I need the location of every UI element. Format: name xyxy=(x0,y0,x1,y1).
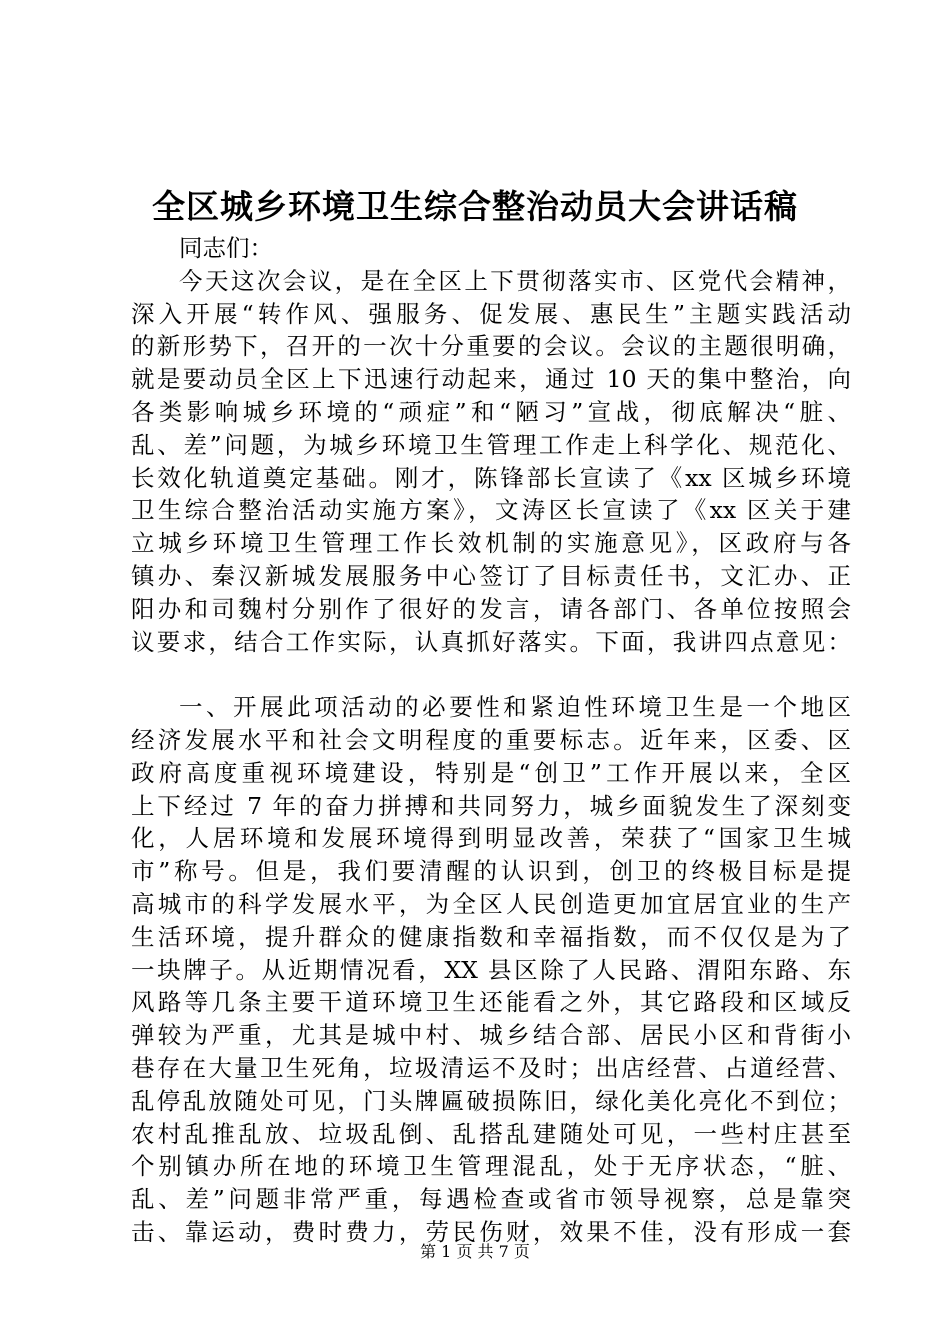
body-text-line: 上下经过 7 年的奋力拼搏和共同努力，城乡面貌发生了深刻变 xyxy=(131,791,851,820)
paragraph-gap xyxy=(131,658,851,691)
body-text-line: 深入开展“转作风、强服务、促发展、惠民生”主题实践活动 xyxy=(131,299,851,328)
body-text-line: 市”称号。但是，我们要清醒的认识到，创卫的终极目标是提 xyxy=(131,857,851,886)
document-title: 全区城乡环境卫生综合整治动员大会讲话稿 xyxy=(152,187,798,226)
body-text-line: 乱停乱放随处可见，门头牌匾破损陈旧，绿化美化亮化不到位； xyxy=(131,1086,851,1115)
body-text-line: 长效化轨道奠定基础。刚才，陈锋部长宣读了《xx 区城乡环境 xyxy=(131,463,851,492)
body-text-line: 击、靠运动，费时费力，劳民伤财，效果不佳，没有形成一套 xyxy=(131,1217,851,1246)
body-text-line: 一块牌子。从近期情况看，XX 县区除了人民路、渭阳东路、东 xyxy=(131,955,851,984)
body-text-line: 今天这次会议，是在全区上下贯彻落实市、区党代会精神， xyxy=(179,266,851,295)
body-text-line: 乱、差”问题，为城乡环境卫生管理工作走上科学化、规范化、 xyxy=(131,430,851,459)
body-text-line: 弹较为严重，尤其是城中村、城乡结合部、居民小区和背街小 xyxy=(131,1021,851,1050)
body-text-line: 经济发展水平和社会文明程度的重要标志。近年来，区委、区 xyxy=(131,725,851,754)
body-text-line: 的新形势下，召开的一次十分重要的会议。会议的主题很明确， xyxy=(131,332,851,361)
body-text-line: 卫生综合整治活动实施方案》，文涛区长宣读了《xx 区关于建 xyxy=(131,496,851,525)
body-text-line: 一、开展此项活动的必要性和紧迫性环境卫生是一个地区 xyxy=(179,693,851,722)
body-text-line: 高城市的科学发展水平，为全区人民创造更加宜居宜业的生产 xyxy=(131,889,851,918)
body-text-line: 议要求，结合工作实际，认真抓好落实。下面，我讲四点意见： xyxy=(131,627,851,656)
document-body xyxy=(131,232,851,1249)
body-text-line: 政府高度重视环境建设，特别是“创卫”工作开展以来，全区 xyxy=(131,758,851,787)
body-text-line: 阳办和司魏村分别作了很好的发言，请各部门、各单位按照会 xyxy=(131,594,851,623)
body-text-line: 立城乡环境卫生管理工作长效机制的实施意见》，区政府与各 xyxy=(131,529,851,558)
body-text-line: 化，人居环境和发展环境得到明显改善，荣获了“国家卫生城 xyxy=(131,824,851,853)
body-text-line: 巷存在大量卫生死角，垃圾清运不及时；出店经营、占道经营、 xyxy=(131,1053,851,1082)
body-text-line: 风路等几条主要干道环境卫生还能看之外，其它路段和区域反 xyxy=(131,988,851,1017)
body-text-line: 镇办、秦汉新城发展服务中心签订了目标责任书，文汇办、正 xyxy=(131,561,851,590)
body-text-line: 就是要动员全区上下迅速行动起来，通过 10 天的集中整治，向 xyxy=(131,365,851,394)
body-text-line: 生活环境，提升群众的健康指数和幸福指数，而不仅仅是为了 xyxy=(131,922,851,951)
page-footer: 第 1 页 共 7 页 xyxy=(420,1242,530,1261)
body-text-line: 个别镇办所在地的环境卫生管理混乱，处于无序状态，“脏、 xyxy=(131,1152,851,1181)
body-text-line: 同志们： xyxy=(179,234,273,262)
body-text-line: 各类影响城乡环境的“顽症”和“陋习”宣战，彻底解决“脏、 xyxy=(131,397,851,426)
body-text-line: 农村乱推乱放、垃圾乱倒、乱搭乱建随处可见，一些村庄甚至 xyxy=(131,1119,851,1148)
body-text-line: 乱、差”问题非常严重，每遇检查或省市领导视察，总是靠突 xyxy=(131,1185,851,1214)
